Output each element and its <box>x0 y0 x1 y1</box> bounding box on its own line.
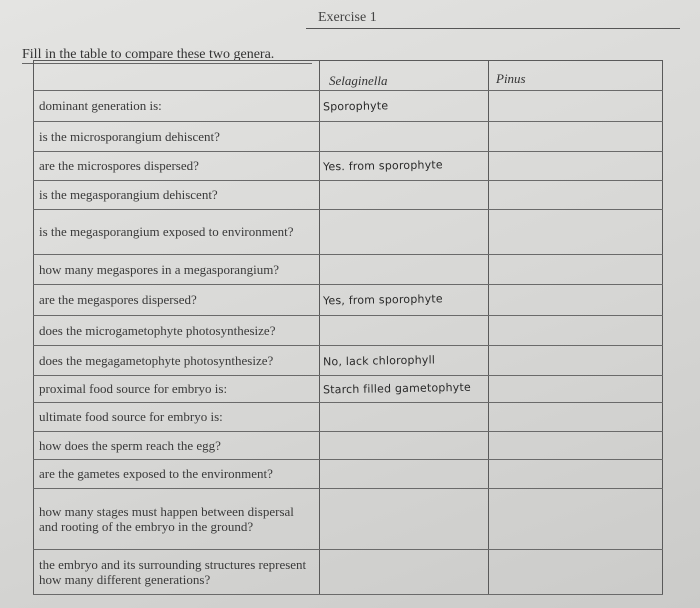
selaginella-answer[interactable]: No, lack chlorophyll <box>322 352 436 368</box>
question-text: how many megaspores in a megasporangium? <box>39 261 280 277</box>
question-text: is the megasporangium dehiscent? <box>39 187 218 202</box>
table-row <box>33 90 663 122</box>
selaginella-answer[interactable] <box>323 253 483 286</box>
table-row <box>33 151 663 181</box>
selaginella-answer[interactable] <box>323 208 484 256</box>
table-row <box>33 488 663 550</box>
table-row <box>33 345 663 376</box>
table-row <box>33 549 663 595</box>
pinus-answer-cell[interactable] <box>489 549 661 594</box>
header-selaginella: Selaginella <box>329 73 388 88</box>
table-row <box>33 209 663 255</box>
comparison-table <box>33 60 663 594</box>
pinus-answer-cell[interactable] <box>489 90 661 121</box>
table-row <box>33 375 663 403</box>
selaginella-answer[interactable] <box>323 548 484 596</box>
selaginella-answer[interactable] <box>323 401 483 433</box>
table-row <box>33 180 663 210</box>
pinus-answer-cell[interactable] <box>489 375 661 402</box>
header-pinus: Pinus <box>496 71 526 86</box>
selaginella-answer[interactable]: Starch filled gametophyte <box>322 380 472 397</box>
header-row <box>33 60 663 91</box>
title-underline <box>306 28 680 29</box>
pinus-answer-cell[interactable] <box>489 431 661 459</box>
table-row <box>33 284 663 316</box>
pinus-answer-cell[interactable] <box>489 315 661 345</box>
pinus-answer-cell[interactable] <box>489 345 661 375</box>
table-row <box>33 121 663 152</box>
selaginella-answer[interactable]: Yes, from sporophyte <box>322 292 443 308</box>
table-row <box>33 431 663 460</box>
pinus-answer-cell[interactable] <box>489 284 661 315</box>
table-row <box>33 254 663 285</box>
question-text: are the microspores dispersed? <box>39 158 199 173</box>
selaginella-answer[interactable]: Yes. from sporophyte <box>322 158 443 174</box>
question-text: are the gametes exposed to the environment? <box>39 466 273 481</box>
question-text: does the microgametophyte photosynthesize? <box>39 322 276 338</box>
pinus-answer-cell[interactable] <box>489 488 661 549</box>
selaginella-answer[interactable] <box>323 179 483 211</box>
question-text: how many stages must happen between dispersal and rooting of the embryo in the ground? <box>39 503 294 534</box>
selaginella-answer[interactable] <box>323 314 483 347</box>
pinus-answer-cell[interactable] <box>489 459 661 488</box>
pinus-answer-cell[interactable] <box>489 402 661 431</box>
exercise-title: Exercise 1 <box>318 10 377 25</box>
selaginella-answer[interactable] <box>323 458 483 490</box>
pinus-answer-cell[interactable] <box>489 254 661 284</box>
question-text: proximal food source for embryo is: <box>39 381 228 396</box>
question-text: how does the sperm reach the egg? <box>39 437 221 453</box>
question-text: the embryo and its surrounding structures represent how many different generations? <box>39 556 307 587</box>
question-text: ultimate food source for embryo is: <box>39 409 223 424</box>
question-text: does the megagametophyte photosynthesize? <box>39 352 274 368</box>
question-text: dominant generation is: <box>39 98 162 113</box>
instructions-text: Fill in the table to compare these two genera. <box>22 47 275 62</box>
pinus-answer-cell[interactable] <box>489 121 661 151</box>
selaginella-answer[interactable] <box>323 120 483 153</box>
selaginella-answer[interactable]: Sporophyte <box>322 99 389 114</box>
pinus-answer-cell[interactable] <box>489 180 661 209</box>
selaginella-answer[interactable] <box>323 430 483 461</box>
table-row <box>33 315 663 346</box>
question-text: is the megasporangium exposed to environment? <box>39 224 294 239</box>
table-row <box>33 402 663 432</box>
question-text: are the megaspores dispersed? <box>39 292 197 307</box>
selaginella-answer[interactable] <box>322 487 483 551</box>
table-row <box>33 459 663 489</box>
question-text: is the microsporangium dehiscent? <box>39 128 220 144</box>
pinus-answer-cell[interactable] <box>489 151 661 180</box>
pinus-answer-cell[interactable] <box>489 209 661 254</box>
